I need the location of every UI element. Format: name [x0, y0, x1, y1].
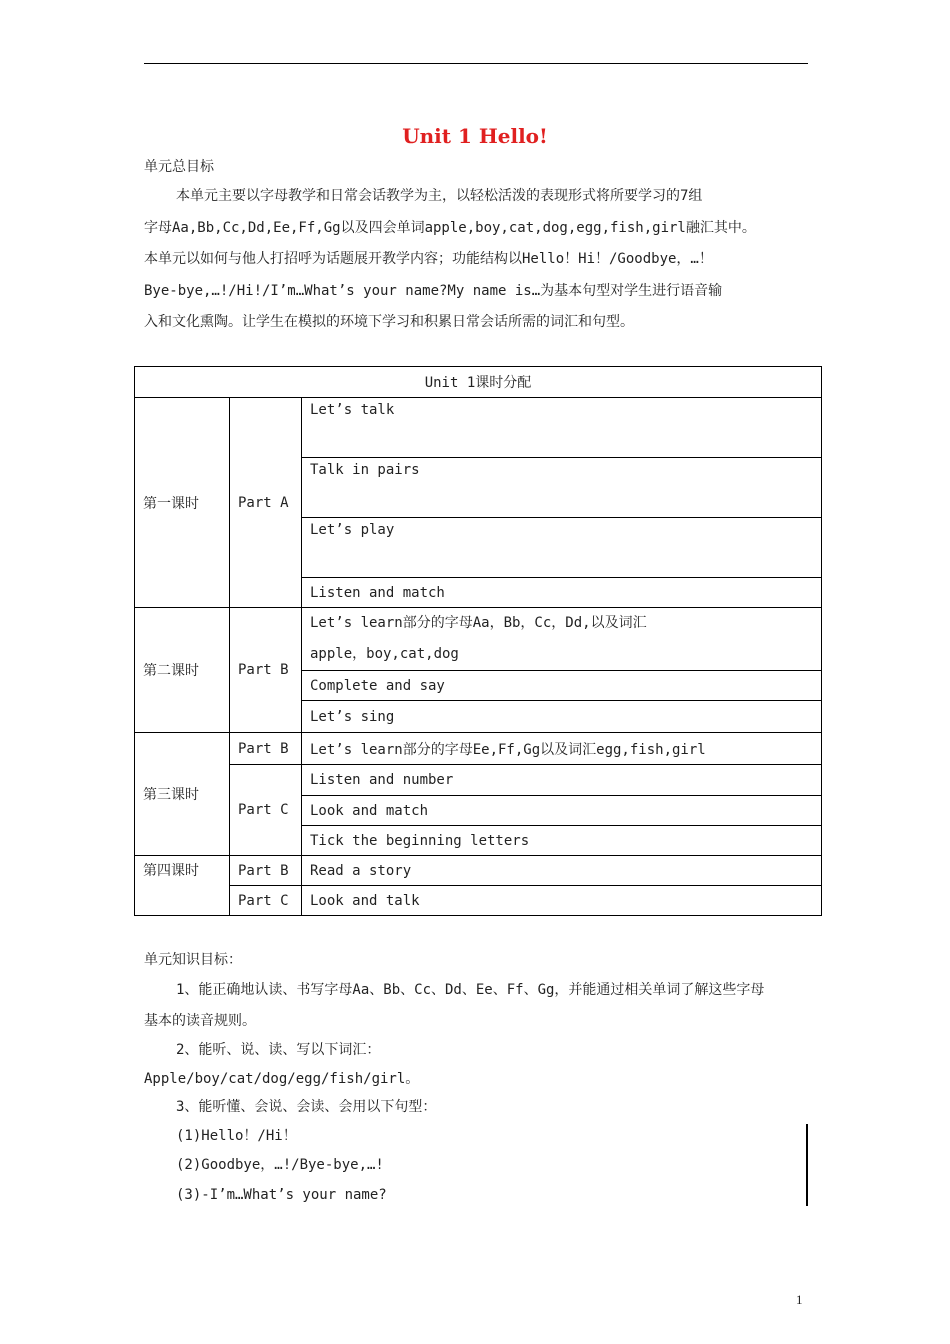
knowledge-line: Apple/boy/cat/dog/egg/fish/girl。	[144, 1071, 420, 1087]
unit-goal-line: 入和文化熏陶。让学生在模拟的环境下学习和积累日常会话所需的词汇和句型。	[144, 314, 634, 330]
unit-goal-line: Bye-bye,…!/Hi!/I’m…What’s your name?My name is…为基本句型对学生进行语音输	[144, 283, 723, 299]
activity-cell: Tick the beginning letters	[302, 826, 822, 856]
knowledge-line: 3、能听懂、会说、会读、会用以下句型：	[176, 1099, 437, 1115]
table-header: Unit 1课时分配	[135, 367, 822, 398]
knowledge-line: (1)Hello！/Hi！	[176, 1128, 297, 1144]
margin-mark	[806, 1124, 808, 1206]
activity-cell: Look and match	[302, 796, 822, 826]
activity-cell: Let’s learn部分的字母Ee,Ff,Gg以及词汇egg,fish,girl	[302, 733, 822, 765]
knowledge-line: 1、能正确地认读、书写字母Aa、Bb、Cc、Dd、Ee、Ff、Gg，并能通过相关单词了解这些字母	[176, 982, 765, 998]
knowledge-heading: 单元知识目标：	[144, 952, 242, 968]
activity-cell: Let’s sing	[302, 701, 822, 733]
page-number: 1	[796, 1292, 803, 1307]
activity-cell: Listen and match	[302, 578, 822, 608]
part-cell: Part C	[230, 765, 302, 856]
part-cell: Part B	[230, 608, 302, 733]
lesson-schedule-table	[134, 366, 822, 916]
knowledge-line: (3)-I’m…What’s your name?	[176, 1187, 387, 1203]
header-rule	[144, 63, 808, 64]
part-cell: Part C	[230, 886, 302, 916]
activity-cell: Let’s talk	[302, 398, 822, 458]
activity-cell: Listen and number	[302, 765, 822, 796]
lesson-cell: 第一课时	[135, 398, 230, 608]
unit-goal-line: 本单元以如何与他人打招呼为话题展开教学内容；功能结构以Hello！Hi！/Goodbye，…！	[144, 251, 713, 267]
part-cell: Part B	[230, 856, 302, 886]
activity-cell: Look and talk	[302, 886, 822, 916]
activity-cell: Talk in pairs	[302, 458, 822, 518]
activity-cell: Complete and say	[302, 671, 822, 701]
page-title: Unit 1 Hello!	[402, 124, 548, 148]
unit-goal-line: 本单元主要以字母教学和日常会话教学为主，以轻松活泼的表现形式将所要学习的7组	[176, 188, 703, 204]
knowledge-line: (2)Goodbye，…!/Bye-bye,…!	[176, 1157, 384, 1173]
activity-cell: Read a story	[302, 856, 822, 886]
knowledge-line: 基本的读音规则。	[144, 1013, 256, 1029]
activity-line: apple，boy,cat,dog	[310, 646, 459, 662]
activity-cell: Let’s play	[302, 518, 822, 578]
unit-goal-heading: 单元总目标	[144, 159, 214, 175]
knowledge-line: 2、能听、说、读、写以下词汇：	[176, 1042, 381, 1058]
part-cell: Part B	[230, 733, 302, 765]
unit-goal-line: 字母Aa,Bb,Cc,Dd,Ee,Ff,Gg以及四会单词apple,boy,cat,dog,egg,fish,girl融汇其中。	[144, 220, 756, 236]
part-cell: Part A	[230, 398, 302, 608]
lesson-cell: 第二课时	[135, 608, 230, 733]
activity-cell	[302, 608, 822, 671]
lesson-cell: 第三课时	[135, 733, 230, 856]
activity-line: Let’s learn部分的字母Aa，Bb，Cc，Dd,以及词汇	[310, 615, 647, 631]
lesson-cell: 第四课时	[135, 856, 230, 916]
